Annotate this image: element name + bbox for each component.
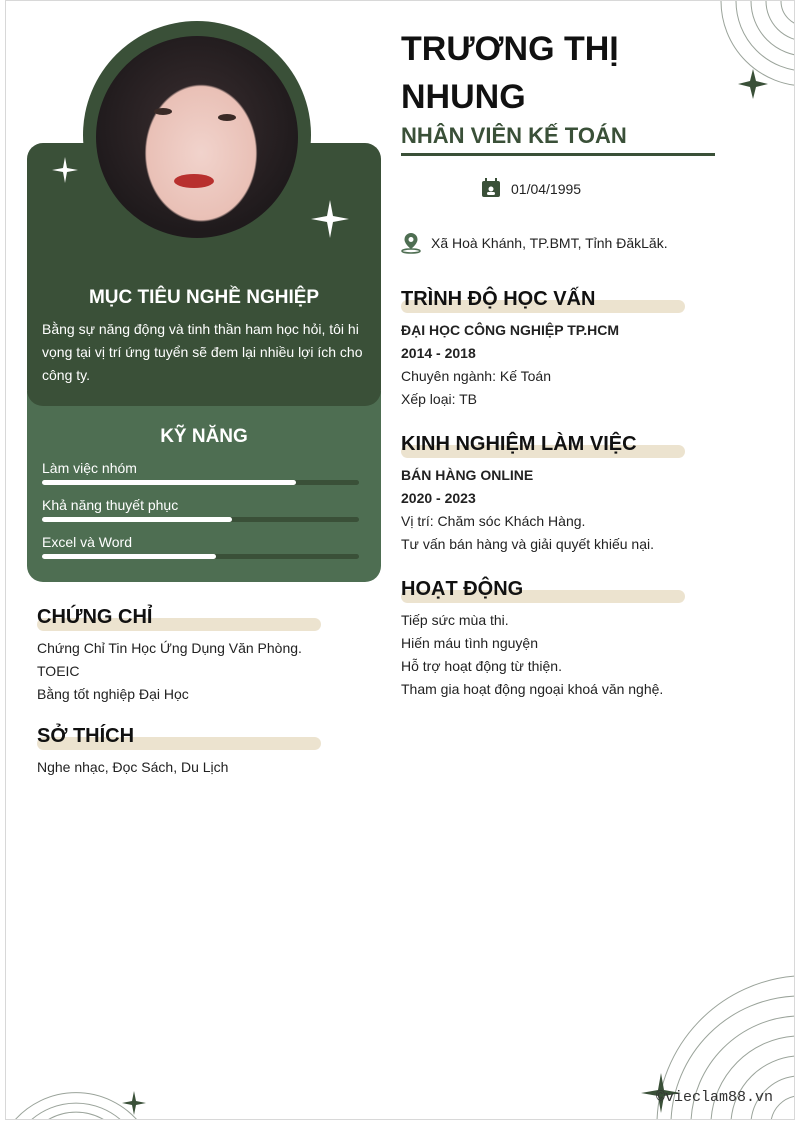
skills-title: KỸ NĂNG	[160, 426, 248, 447]
hobbies-heading: SỞ THÍCH	[37, 725, 134, 748]
education-grade: Xếp loại: TB	[401, 391, 478, 407]
experience-details	[401, 464, 654, 556]
certificates-heading: CHỨNG CHỈ	[37, 606, 152, 629]
skill-label: Làm việc nhóm	[42, 460, 137, 476]
address: Xã Hoà Khánh, TP.BMT, Tỉnh ĐăkLăk.	[431, 235, 668, 251]
education-years: 2014 - 2018	[401, 345, 476, 361]
company-name: BÁN HÀNG ONLINE	[401, 467, 534, 483]
skill-bar-fill	[42, 480, 296, 485]
birthday: 01/04/1995	[511, 181, 582, 197]
skill-label: Khả năng thuyết phục	[42, 497, 179, 513]
skill-bar	[42, 517, 359, 522]
job-title: NHÂN VIÊN KẾ TOÁN	[401, 123, 627, 148]
experience-years: 2020 - 2023	[401, 490, 476, 506]
certificate-item: TOEIC	[37, 663, 80, 679]
education-details	[401, 319, 619, 411]
skill-item	[42, 497, 359, 522]
avatar	[96, 36, 298, 238]
watermark: ©vieclam88.vn	[656, 1089, 774, 1106]
experience-description: Tư vấn bán hàng và giải quyết khiếu nại.	[401, 536, 654, 552]
certificates-list	[37, 637, 302, 706]
education-heading: TRÌNH ĐỘ HỌC VẤN	[401, 288, 595, 311]
school-name: ĐẠI HỌC CÔNG NGHIỆP TP.HCM	[401, 322, 620, 338]
education-major: Chuyên ngành: Kế Toán	[401, 368, 551, 384]
full-name: TRƯƠNG THỊ NHUNG	[401, 30, 619, 116]
hobbies-text: Nghe nhạc, Đọc Sách, Du Lịch	[37, 759, 229, 775]
skill-bar	[42, 554, 359, 559]
location-pin-icon	[401, 232, 421, 254]
cv-page	[5, 0, 795, 1120]
skill-label: Excel và Word	[42, 534, 132, 550]
activities-list	[401, 609, 663, 701]
experience-heading: KINH NGHIỆM LÀM VIỆC	[401, 433, 637, 456]
sparkle-icon	[311, 200, 349, 238]
divider	[401, 153, 715, 156]
sparkle-icon	[52, 157, 78, 183]
skill-item	[42, 534, 359, 559]
skill-bar-fill	[42, 554, 216, 559]
certificate-item: Bằng tốt nghiệp Đại Học	[37, 686, 189, 702]
skill-item	[42, 460, 359, 485]
sparkle-icon	[738, 69, 768, 99]
sparkle-icon	[122, 1091, 146, 1115]
activity-item: Hiến máu tình nguyện	[401, 635, 538, 651]
calendar-icon	[481, 178, 501, 198]
objective-title: MỤC TIÊU NGHỀ NGHIỆP	[88, 287, 320, 308]
objective-text: Bằng sự năng động và tinh thần ham học hỏi, tôi hi vọng tại vị trí ứng tuyển sẽ đem lại nhiều lợi ích cho công ty.	[42, 321, 363, 383]
activities-heading: HOẠT ĐỘNG	[401, 578, 523, 601]
activity-item: Hỗ trợ hoạt động từ thiện.	[401, 658, 562, 674]
experience-position: Vị trí: Chăm sóc Khách Hàng.	[401, 513, 586, 529]
activity-item: Tham gia hoạt động ngoại khoá văn nghệ.	[401, 681, 664, 697]
skill-bar-fill	[42, 517, 232, 522]
certificate-item: Chứng Chỉ Tin Học Ứng Dụng Văn Phòng.	[37, 640, 302, 656]
skill-bar	[42, 480, 359, 485]
activity-item: Tiếp sức mùa thi.	[401, 612, 509, 628]
